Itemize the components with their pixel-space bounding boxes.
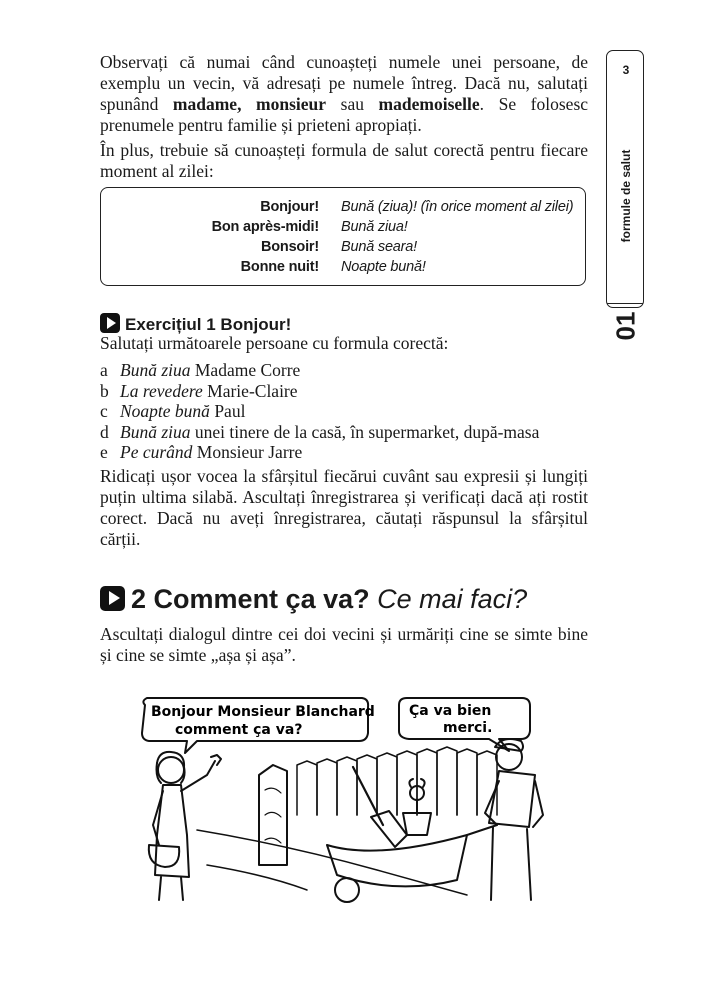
greeting-row bbox=[101, 199, 585, 219]
item-greeting: Pe curând bbox=[120, 442, 193, 462]
intro-paragraph bbox=[100, 52, 588, 136]
greeting-romanian: Bună ziua! bbox=[341, 219, 408, 235]
item-letter: b bbox=[100, 380, 109, 401]
item-greeting: La revedere bbox=[120, 380, 203, 401]
chapter-tab bbox=[606, 50, 644, 341]
section-title-french: Comment ça va? bbox=[153, 584, 370, 614]
item-greeting: Bună ziua bbox=[120, 360, 191, 380]
item-person: Marie-Claire bbox=[202, 380, 298, 401]
fence-post bbox=[259, 765, 287, 865]
exercise-1-list bbox=[100, 360, 539, 463]
section-2-instruction: Ascultați dialogul dintre cei doi vecini și urmăriți cine se simte bine și cine se simte „așa și așa”. bbox=[100, 624, 588, 665]
exercise-1-title-text: Exercițiul 1 Bonjour! bbox=[125, 315, 292, 334]
item-greeting: Noapte bună bbox=[120, 401, 210, 421]
item-letter: d bbox=[100, 421, 109, 442]
item-letter: e bbox=[100, 442, 108, 462]
chapter-title: formule de salut bbox=[619, 149, 633, 243]
greeting-romanian: Bună seara! bbox=[341, 239, 417, 255]
exercise-1-title bbox=[100, 313, 291, 335]
pronunciation-note: Ridicați ușor vocea la sfârșitul fiecărui cuvânt sau expresii și lungiți puțin ultima silabă. Ascultați înregistrarea și verificați dacă ați rostit corect. Dacă nu aveți înregistrarea, căutați răspunsul la sfârșitul cărții. bbox=[100, 466, 588, 549]
item-letter: a bbox=[100, 360, 108, 380]
item-person: Monsieur Jarre bbox=[192, 442, 303, 462]
list-item bbox=[100, 422, 539, 443]
greeting-row bbox=[101, 259, 585, 279]
fence bbox=[297, 747, 497, 815]
man-figure bbox=[485, 739, 543, 900]
exercise-1-instruction: Salutați următoarele persoane cu formula corectă: bbox=[100, 333, 449, 353]
page-number: 3 bbox=[622, 63, 630, 77]
greeting-french: Bon après-midi! bbox=[211, 219, 319, 235]
speech-bubble-right-line1: Ça va bien bbox=[409, 703, 492, 719]
speech-bubble-left-line1: Bonjour Monsieur Blanchard bbox=[151, 704, 375, 720]
flower-pot bbox=[403, 813, 431, 835]
item-person: Paul bbox=[209, 401, 246, 421]
intro-bold-terms: madame, monsieur bbox=[172, 94, 327, 114]
item-letter: c bbox=[100, 401, 108, 421]
greetings-table bbox=[100, 187, 586, 286]
greeting-french: Bonsoir! bbox=[260, 239, 319, 255]
section-title-romanian: Ce mai faci? bbox=[377, 584, 528, 614]
greeting-row bbox=[101, 219, 585, 239]
chapter-number: 01 bbox=[610, 311, 641, 341]
item-person: Madame Corre bbox=[190, 360, 301, 380]
speech-bubble-left-line2: comment ça va? bbox=[175, 722, 303, 738]
intro-bold-term: mademoiselle bbox=[378, 94, 480, 114]
intro-text: sau bbox=[326, 94, 379, 114]
greeting-french: Bonne nuit! bbox=[240, 259, 319, 275]
item-greeting: Bună ziua bbox=[120, 421, 191, 442]
greeting-romanian: Noapte bună! bbox=[341, 259, 426, 275]
list-item bbox=[100, 401, 539, 422]
greeting-romanian: Bună (ziua)! (în orice moment al zilei) bbox=[341, 199, 574, 215]
speech-bubble-right-line2: merci. bbox=[443, 720, 493, 736]
list-item bbox=[100, 442, 539, 463]
greeting-row bbox=[101, 239, 585, 259]
intro-text: Observați că numai când cunoașteți numele unei persoane, de exemplu un vecin, vă adresați pe numele întreg. Dacă nu, salutați spunând bbox=[100, 52, 588, 114]
woman-figure bbox=[149, 752, 221, 900]
list-item bbox=[100, 360, 539, 381]
neighbours-illustration bbox=[137, 695, 557, 905]
tab-divider bbox=[607, 303, 643, 304]
play-audio-icon[interactable] bbox=[100, 313, 120, 333]
play-audio-icon[interactable] bbox=[100, 586, 125, 611]
section-number: 2 bbox=[131, 584, 147, 614]
item-person: unei tinere de la casă, în supermarket, după-masa bbox=[190, 421, 540, 442]
intro-text: . Se folosesc prenumele pentru familie și prieteni apropiați. bbox=[100, 94, 589, 135]
greeting-intro-paragraph: În plus, trebuie să cunoașteți formula de salut corectă pentru fiecare moment al zilei: bbox=[100, 140, 588, 181]
section-2-title bbox=[100, 584, 527, 615]
greeting-french: Bonjour! bbox=[260, 199, 319, 215]
list-item bbox=[100, 381, 539, 402]
